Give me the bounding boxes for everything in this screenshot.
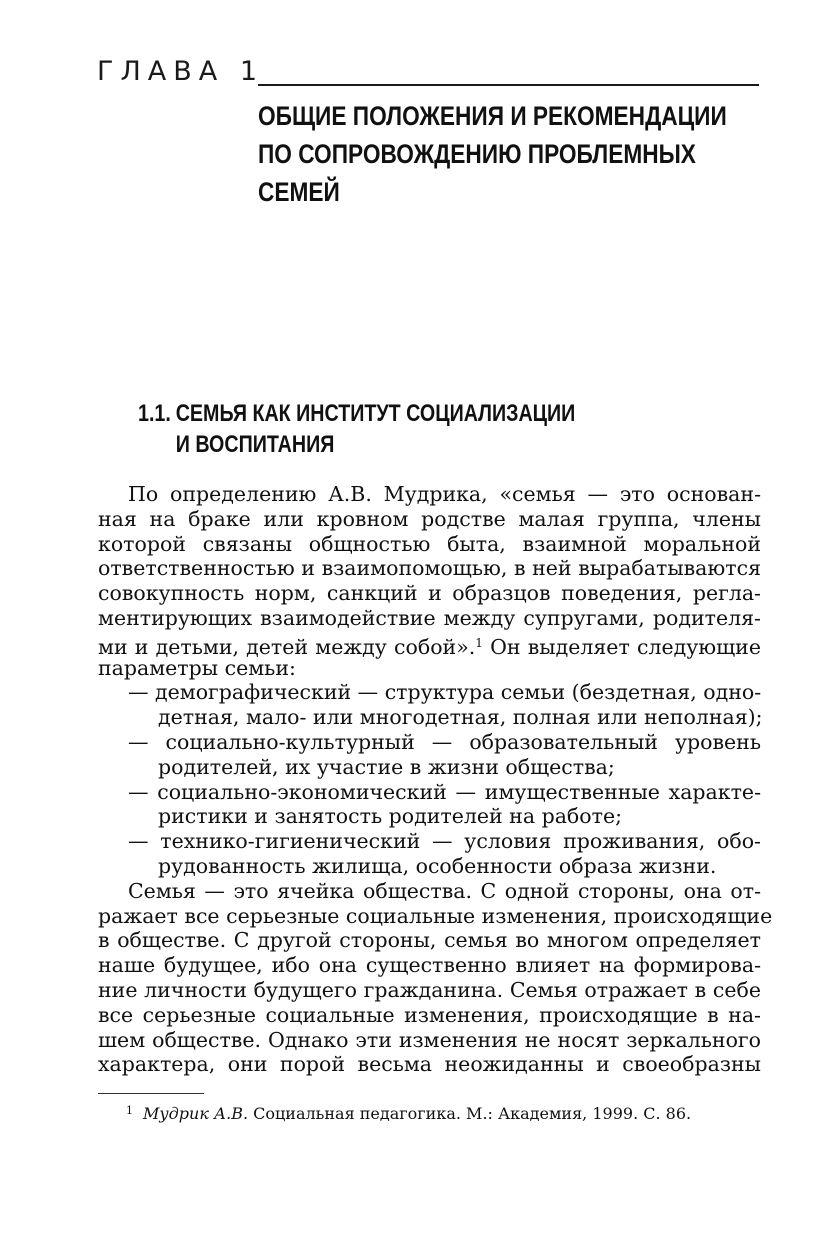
list-item-line: родителей, их участие в жизни общества;: [158, 754, 615, 779]
paragraph-line: По определению А.В. Мудрика, «семья — это основан-: [128, 482, 761, 506]
chapter-rule: [258, 84, 759, 86]
paragraph-line: ние личности будущего гражданина. Семья отражает в себе: [98, 977, 761, 1002]
footnote-mark: 1: [126, 1104, 133, 1117]
footnote: [126, 1101, 691, 1124]
paragraph-line: в обществе. С другой стороны, семья во многом определяет: [98, 928, 761, 953]
section-number: 1.1.: [138, 400, 171, 427]
paragraph-line: ответственностью и взаимопомощью, в ней вырабатываются: [98, 556, 761, 581]
paragraph-line: все серьезные социальные изменения, происходящие в на-: [98, 1002, 761, 1027]
paragraph-line: ная на браке или кровном родстве малая группа, члены: [98, 506, 761, 531]
paragraph-line: совокупность норм, санкций и образцов поведения, регла-: [98, 581, 761, 606]
chapter-label: ГЛАВА 1: [97, 56, 264, 87]
footnote-author: Мудрик А.В.: [143, 1104, 249, 1123]
chapter-title: [258, 97, 727, 211]
paragraph-line: параметры семьи:: [98, 655, 296, 680]
chapter-title-line: ПО СОПРОВОЖДЕНИЮ ПРОБЛЕМНЫХ: [258, 139, 696, 169]
paragraph-line: характера, они порой весьма неожиданны и своеобразны: [98, 1052, 761, 1077]
paragraph-line: [98, 631, 761, 659]
quote-continuation: Он выделяет следующие: [482, 634, 761, 659]
section-heading: [138, 398, 576, 460]
footnote-rule: [98, 1093, 204, 1094]
list-item-line: ристики и занятость родителей на работе;: [158, 804, 622, 829]
paragraph-line: шем обществе. Однако эти изменения не носят зеркального: [98, 1027, 761, 1052]
list-item-line: рудованность жилища, особенности образа жизни.: [158, 853, 717, 878]
footnote-ref[interactable]: 1: [475, 635, 483, 650]
section-title-line: СЕМЬЯ КАК ИНСТИТУТ СОЦИАЛИЗАЦИИ: [175, 400, 576, 427]
section-title-line: И ВОСПИТАНИЯ: [175, 431, 335, 458]
list-item-line: — социально-экономический — имущественные характе-: [128, 779, 761, 804]
body-text: [98, 482, 773, 1077]
list-item-line: — социально-культурный — образовательный уровень: [128, 729, 761, 754]
chapter-title-line: СЕМЕЙ: [258, 177, 340, 207]
paragraph-line: Семья — это ячейка общества. С одной стороны, она от-: [128, 878, 761, 903]
paragraph-line: ражает все серьезные социальные изменения, происходящие: [98, 903, 773, 928]
list-item-line: — технико-гигиенический — условия проживания, обо-: [128, 829, 761, 854]
footnote-text: Социальная педагогика. М.: Академия, 1999. С. 86.: [248, 1104, 692, 1123]
paragraph-line: ментирующих взаимодействие между супругами, родителя-: [98, 605, 761, 630]
list-item-line: — демографический — структура семьи (бездетная, одно-: [128, 680, 762, 705]
paragraph-line: наше будущее, ибо она существенно влияет на формирова-: [98, 953, 761, 978]
quote-end: ми и детьми, детей между собой».: [98, 634, 476, 659]
list-item-line: детная, мало- или многодетная, полная или неполная);: [158, 705, 763, 730]
chapter-title-line: ОБЩИЕ ПОЛОЖЕНИЯ И РЕКОМЕНДАЦИИ: [258, 101, 727, 131]
paragraph-line: которой связаны общностью быта, взаимной моральной: [98, 531, 761, 556]
